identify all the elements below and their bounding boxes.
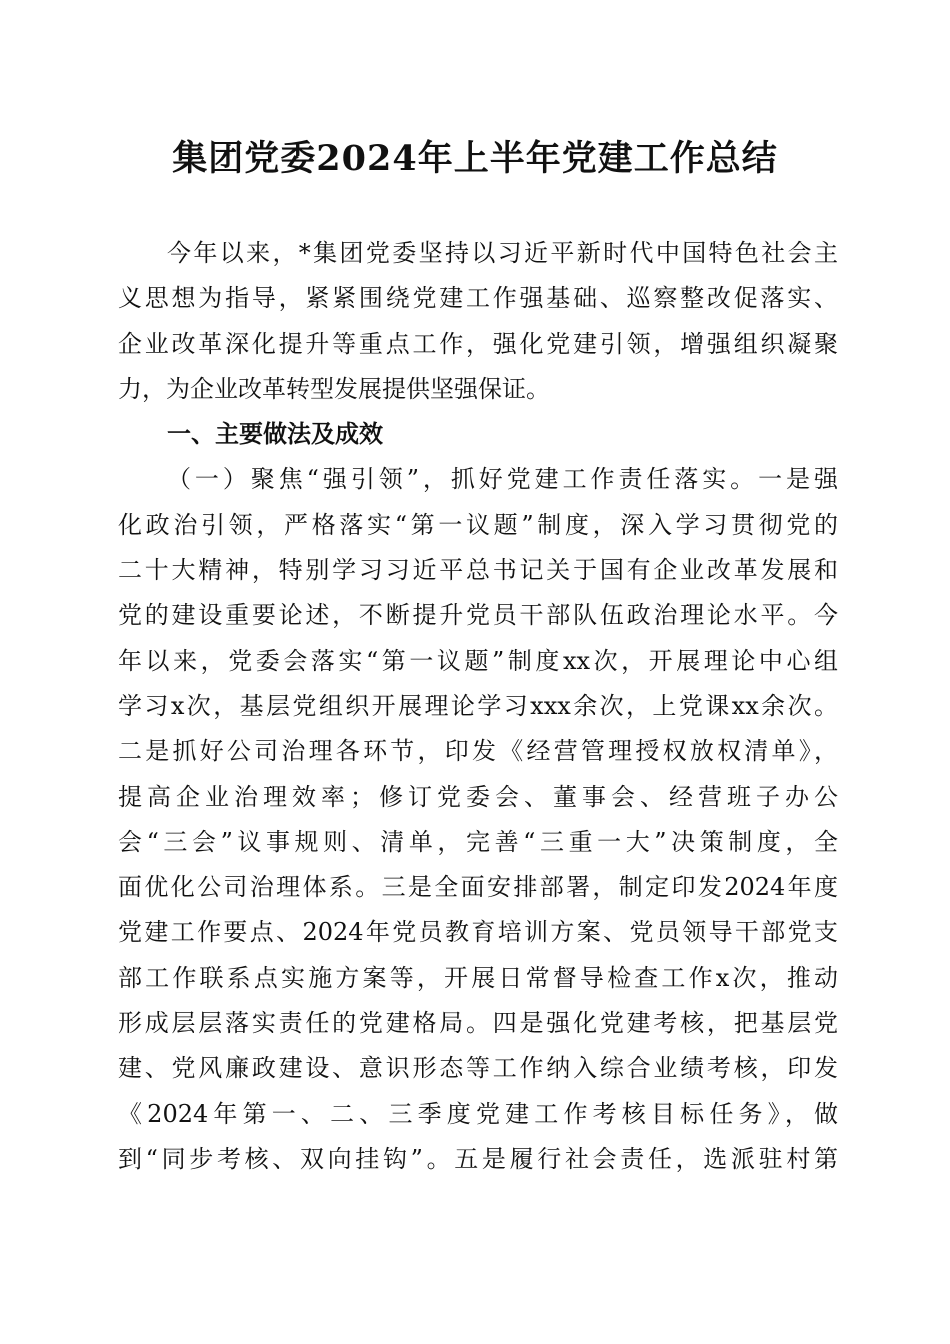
paragraph-line: 企业改革深化提升等重点工作，强化党建引领，增强组织凝聚 [118,329,838,358]
paragraph-line: 学习x次，基层党组织开展理论学习xxx余次，上党课xx余次。 [118,691,838,720]
paragraph-line: 年以来，党委会落实“第一议题”制度xx次，开展理论中心组 [118,646,838,675]
paragraph-line: 力，为企业改革转型发展提供坚强保证。 [118,374,550,403]
paragraph-line: 建、党风廉政建设、意识形态等工作纳入综合业绩考核，印发 [118,1054,838,1083]
paragraph-line: 二十大精神，特别学习习近平总书记关于国有企业改革发展和 [118,556,838,585]
paragraph-line: 提高企业治理效率；修订党委会、董事会、经营班子办公 [118,782,838,811]
section-heading: 一、主要做法及成效 [167,420,383,449]
paragraph-line: 《2024年第一、二、三季度党建工作考核目标任务》，做 [118,1099,838,1128]
paragraph-line: 二是抓好公司治理各环节，印发《经营管理授权放权清单》， [118,737,838,766]
paragraph-line: 党建工作要点、2024年党员教育培训方案、党员领导干部党支 [118,918,838,947]
paragraph-line: 到“同步考核、双向挂钩”。五是履行社会责任，选派驻村第 [118,1144,838,1173]
document-body [118,231,838,1182]
paragraph-line: 部工作联系点实施方案等，开展日常督导检查工作x次，推动 [118,963,838,992]
paragraph-line: 党的建设重要论述，不断提升党员干部队伍政治理论水平。今 [118,601,838,630]
paragraph-line: 化政治引领，严格落实“第一议题”制度，深入学习贯彻党的 [118,510,838,539]
paragraph-line: （一）聚焦“强引领”，抓好党建工作责任落实。一是强 [167,465,838,494]
paragraph-line: 面优化公司治理体系。三是全面安排部署，制定印发2024年度 [118,873,838,902]
paragraph-line: 义思想为指导，紧紧围绕党建工作强基础、巡察整改促落实、 [118,284,838,313]
paragraph-line: 形成层层落实责任的党建格局。四是强化党建考核，把基层党 [118,1009,838,1038]
document-title: 集团党委2024年上半年党建工作总结 [172,138,778,179]
paragraph-line: 会“三会”议事规则、清单，完善“三重一大”决策制度，全 [118,827,838,856]
paragraph-line: 今年以来，*集团党委坚持以习近平新时代中国特色社会主 [167,239,838,267]
